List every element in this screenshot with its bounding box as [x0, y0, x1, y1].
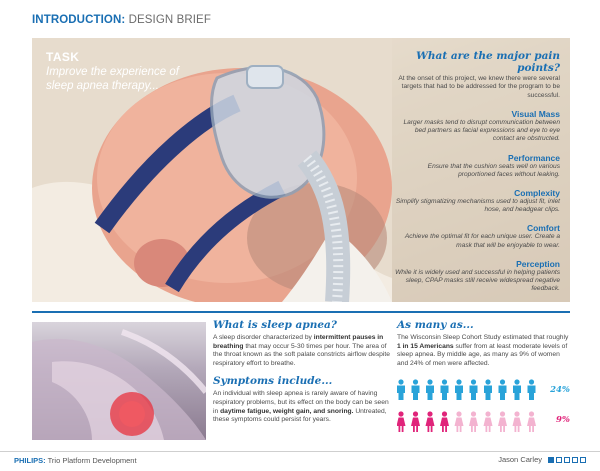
pain-point-text: Larger masks tend to disrupt communication between bed partners as facial expressions and eye to eye contact are obstructed.: [403, 118, 560, 143]
footer-project-name: Trio Platform Development: [47, 456, 137, 465]
female-figure-icon: [426, 411, 435, 432]
female-figure-icon: [527, 411, 536, 432]
footer-divider: [0, 451, 600, 452]
header-title: DESIGN BRIEF: [128, 14, 211, 26]
male-figure-icon: [484, 379, 492, 400]
page-indicator-square[interactable]: [564, 457, 570, 463]
women-percentage: 9%: [556, 415, 570, 425]
symptoms-text: An individual with sleep apnea is rarely aware of having respiratory problems, but its effect on the body can be seen in daytime fatigue, weight gain, and snoring. Untreated, these symptoms could persist for years.: [213, 390, 389, 424]
female-figure-icon: [484, 411, 493, 432]
sleep-apnea-column: [213, 319, 390, 425]
male-figure-icon: [499, 379, 507, 400]
as-many-text: The Wisconsin Sleep Cohort Study estimated that roughly 1 in 15 Americans suffer from at least moderate levels of sleep apnea. By middle age, as many as 9% of women and 24% of men were affected.: [397, 334, 569, 367]
men-percentage: 24%: [550, 385, 570, 395]
airway-xray-image: [32, 322, 206, 440]
female-figure-icon: [440, 411, 449, 432]
statistics-column: [397, 319, 570, 368]
male-figure-icon: [470, 379, 478, 400]
what-is-text: A sleep disorder characterized by intermittent pauses in breathing that may occur 5-30 times per hour. The area of the throat known as the soft palate constricts airflow despite respiratory effort to breathe.: [213, 334, 390, 367]
female-figure-icon: [513, 411, 522, 432]
footer-author-nav: [498, 455, 586, 464]
female-figure-icon: [411, 411, 420, 432]
pain-point-perception: [392, 259, 560, 294]
population-pictogram: [397, 377, 570, 443]
as-many-title: As many as...: [397, 319, 474, 331]
task-box: [46, 50, 186, 93]
page-indicator-square[interactable]: [572, 457, 578, 463]
task-title: TASK: [46, 50, 80, 64]
female-figure-icon: [469, 411, 478, 432]
female-figure-icon: [397, 411, 406, 432]
page-indicator: [548, 457, 586, 463]
pain-point-complexity: [392, 188, 560, 214]
airway-illustration: [32, 322, 206, 440]
footer-author: Jason Carley: [498, 455, 542, 464]
male-figure-icon: [528, 379, 536, 400]
page-indicator-square[interactable]: [580, 457, 586, 463]
pain-point-text: Achieve the optimal fit for each unique user. Create a mask that will be enjoyable to wear.: [404, 233, 560, 249]
pain-points-intro: At the onset of this project, we knew there were several targets that had to be addressed for the program to be successful.: [398, 75, 560, 99]
pain-point-title: Visual Mass: [511, 108, 560, 119]
pain-point-comfort: [392, 223, 560, 249]
pain-point-text: Ensure that the cushion seats well on various proportioned faces without leaking.: [427, 162, 560, 178]
header-section: INTRODUCTION:: [32, 14, 126, 26]
footer-project: [14, 456, 137, 465]
pain-point-title: Perception: [516, 258, 560, 269]
page-indicator-square[interactable]: [556, 457, 562, 463]
pain-point-text: While it is widely used and successful in helping patients sleep, CPAP masks still receive widespread negative feedback.: [395, 268, 560, 293]
page-indicator-square[interactable]: [548, 457, 554, 463]
section-divider: [32, 311, 570, 313]
male-figure-icon: [426, 379, 434, 400]
male-figure-icon: [455, 379, 463, 400]
pain-point-title: Complexity: [514, 187, 560, 198]
pain-points-panel: [392, 38, 570, 302]
pain-point-title: Performance: [508, 152, 560, 163]
what-is-title: What is sleep apnea?: [213, 319, 337, 331]
pain-points-title: What are the major pain points?: [416, 50, 560, 74]
female-figure-icon: [455, 411, 464, 432]
male-figure-icon: [513, 379, 521, 400]
male-figure-icon: [441, 379, 449, 400]
pain-point-visual-mass: [392, 109, 560, 144]
pain-point-title: Comfort: [526, 223, 560, 234]
hero-photo: [32, 38, 570, 302]
symptoms-title: Symptoms include...: [213, 375, 333, 388]
pictogram-svg: [397, 377, 547, 443]
page-header: [32, 14, 211, 26]
pain-point-performance: [392, 153, 560, 179]
task-text: Improve the experience of sleep apnea therapy...: [46, 66, 179, 92]
footer-brand: PHILIPS:: [14, 456, 46, 465]
male-figure-icon: [397, 379, 405, 400]
pain-point-text: Simplify stigmatizing mechanisms used to adjust fit, inlet hose, and headgear clips.: [395, 197, 560, 214]
female-figure-icon: [498, 411, 507, 432]
male-figure-icon: [412, 379, 420, 400]
